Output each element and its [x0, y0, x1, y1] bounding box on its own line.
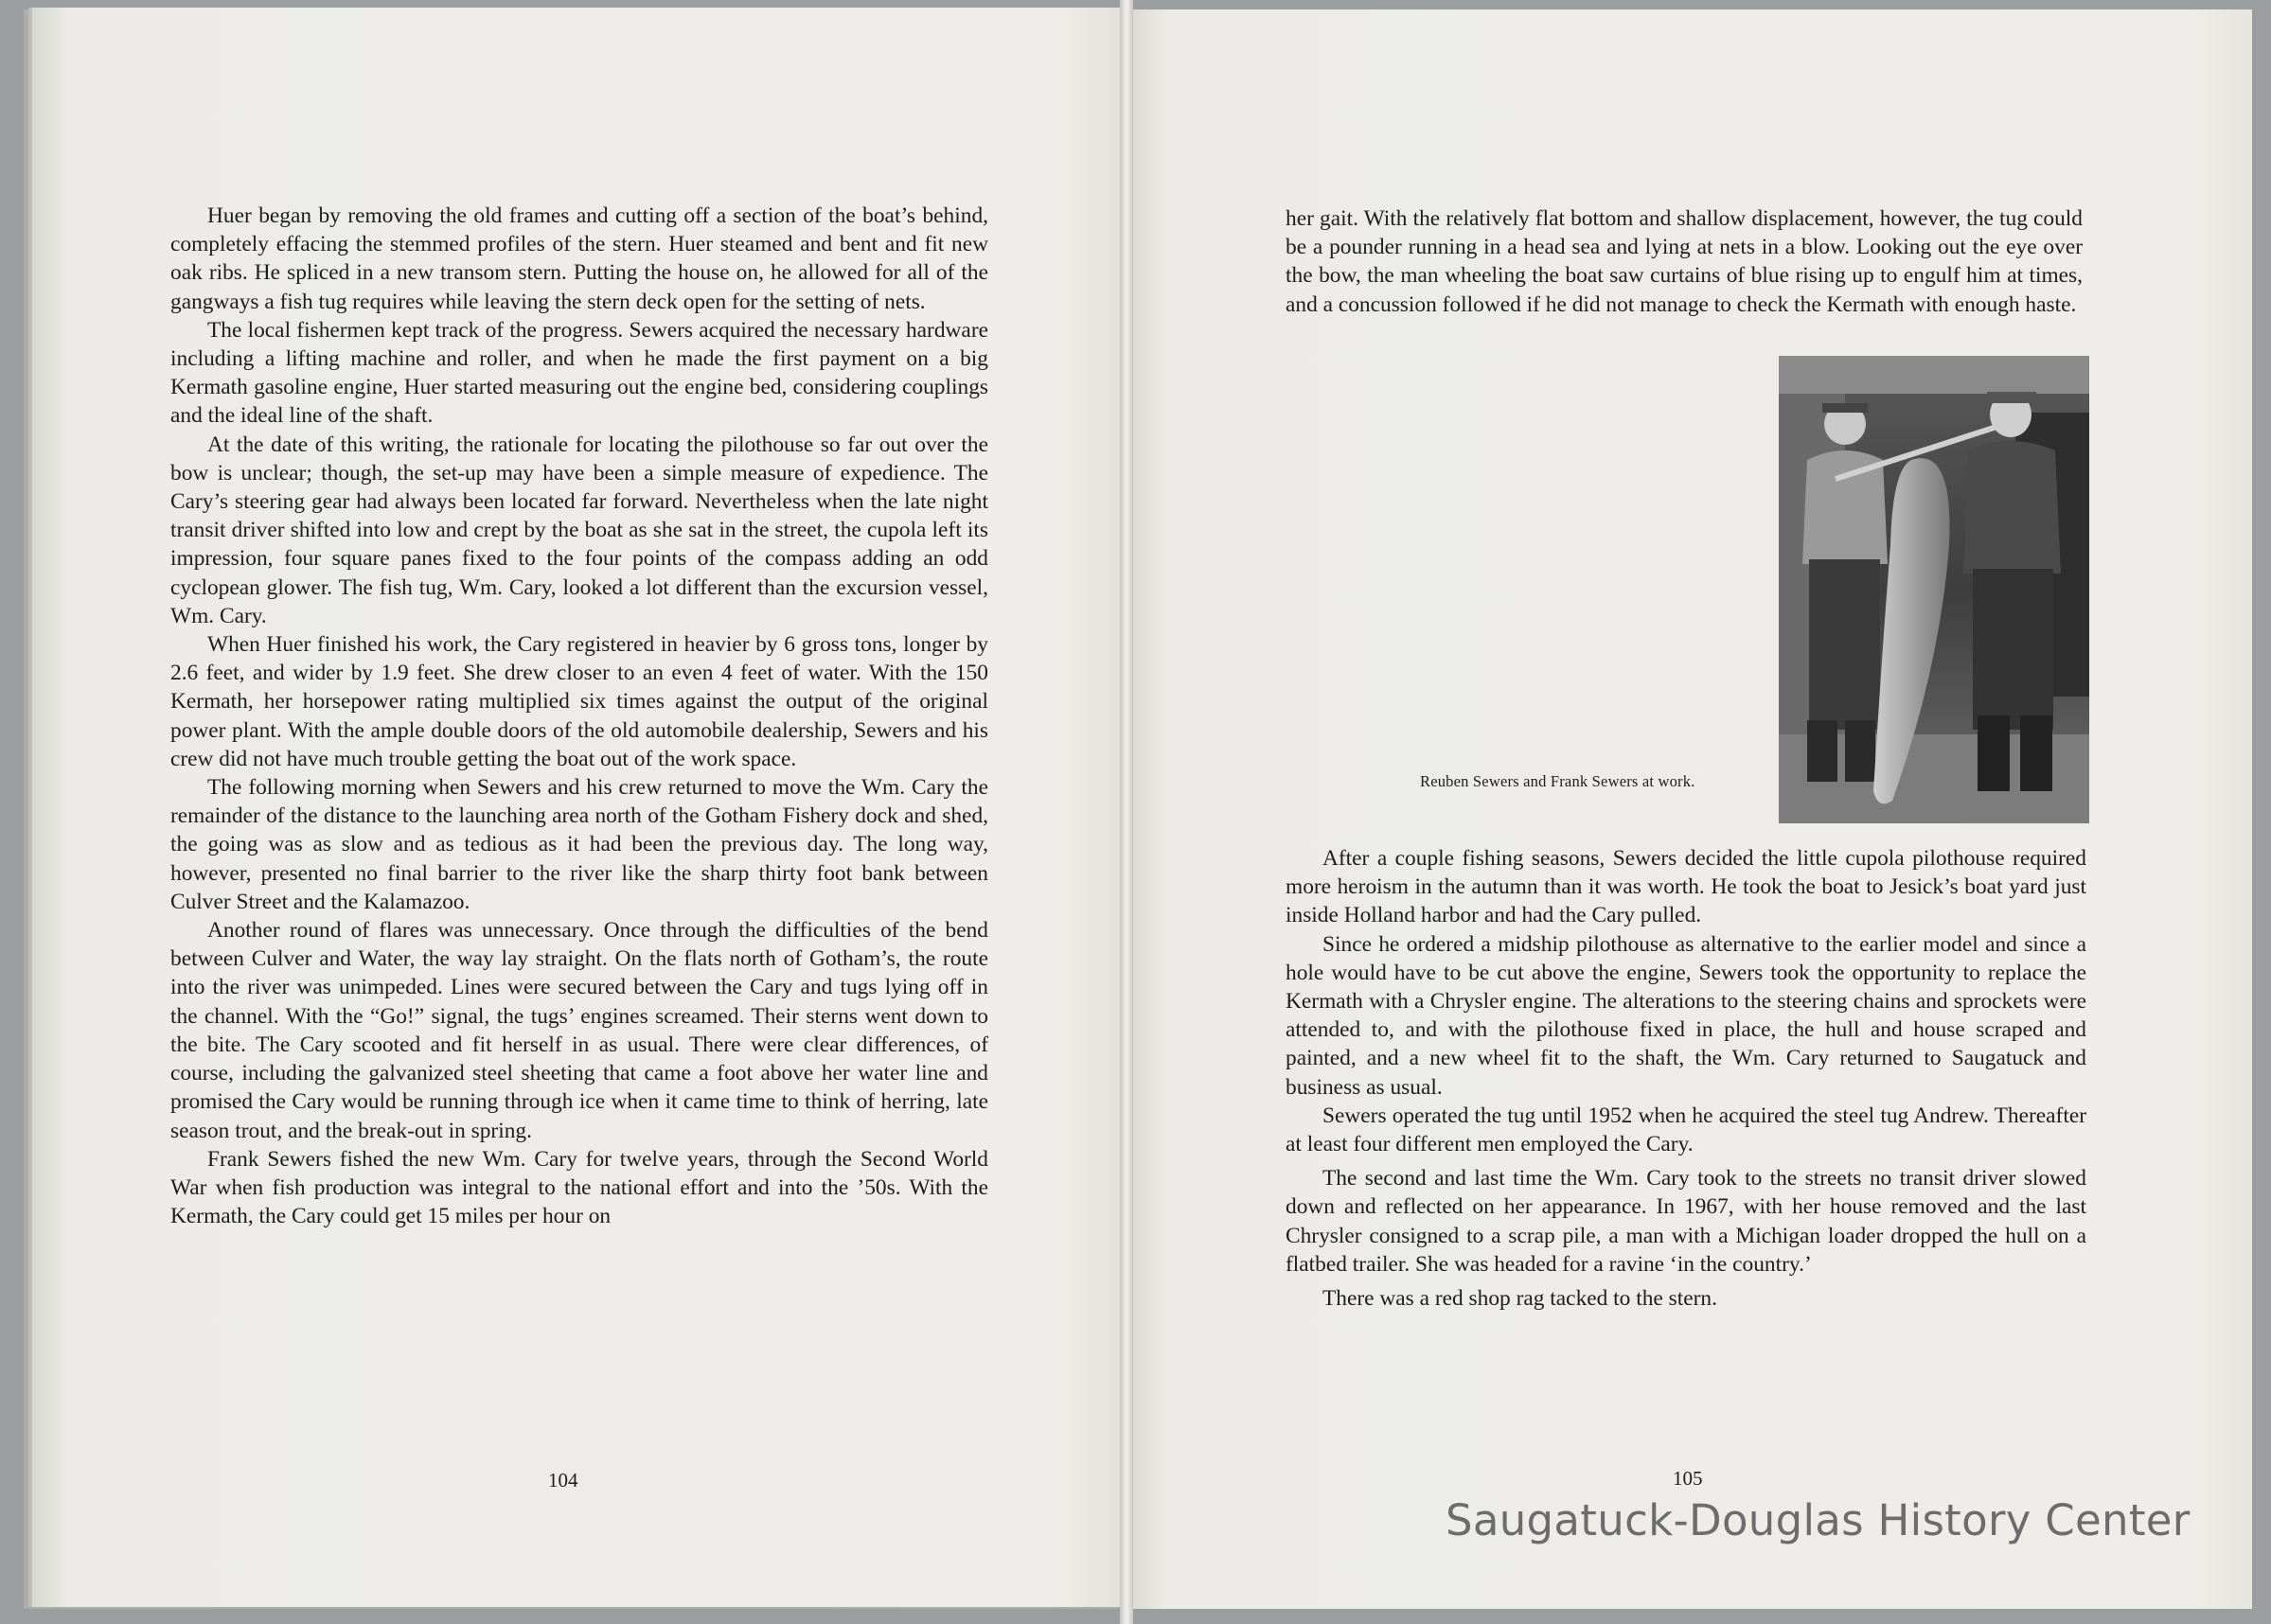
- paragraph: The following morning when Sewers and his crew returned to move the Wm. Cary the remainder of the distance to the launching area north of the Gotham Fishery dock and shed, the going was as slow and as tedious as it had been the previous day. The long way, however, presented no final barrier to the river like the sharp thirty foot bank between Culver Street and the Kalamazoo.: [170, 775, 988, 914]
- paragraph: Sewers operated the tug until 1952 when he acquired the steel tug Andrew. Thereafter at least four different men employed the Cary.: [1286, 1103, 2086, 1157]
- photo-image: [1779, 356, 2089, 823]
- paragraph: her gait. With the relatively flat bottom and shallow displacement, however, the tug could be a pounder running in a head sea and lying at nets in a blow. Looking out the eye over the bow, the man wheeling the boat saw curtains of blue rising up to engulf him at times, and a concussion followed if he did not manage to check the Kermath with enough haste.: [1286, 206, 2083, 317]
- paragraph: When Huer finished his work, the Cary registered in heavier by 6 gross tons, longer by 2.6 feet, and wider by 1.9 feet. She drew closer to an even 4 feet of water. With the 150 Kermath, her horsepower rating multiplied six times against the output of the original power plant. With the ample double doors of the old automobile dealership, Sewers and his crew did not have much trouble getting the boat out of the work space.: [170, 632, 988, 771]
- paragraph: Frank Sewers fished the new Wm. Cary for twelve years, through the Second World War when fish production was integral to the national effort and into the ’50s. With the Kermath, the Cary could get 15 miles per hour on: [170, 1146, 988, 1229]
- page-number-right: 105: [1673, 1467, 1703, 1490]
- paragraph: There was a red shop rag tacked to the stern.: [1322, 1286, 1717, 1312]
- photo-fishermen: [1779, 356, 2089, 823]
- watermark: Saugatuck-Douglas History Center: [1446, 1495, 2191, 1545]
- book-gutter: [1120, 0, 1133, 1624]
- left-page: [32, 8, 1127, 1607]
- photo-caption: Reuben Sewers and Frank Sewers at work.: [1420, 772, 1695, 790]
- page-number-left: 104: [548, 1469, 578, 1492]
- paragraph: Another round of flares was unnecessary. Once through the difficulties of the bend between Culver and Water, the way lay straight. On the flats north of Gotham’s, the route into the river was unimpeded. Lines were secured between the Cary and tugs lying off in the channel. With the “Go!” signal, the tugs’ engines screamed. Their sterns went down to the bite. The Cary scooted and fit herself in as usual. There were clear differences, of course, including the galvanized steel sheeting that came a foot above her water line and promised the Cary would be running through ice when it came time to think of herring, late season trout, and the break-out in spring.: [170, 918, 988, 1143]
- left-page-text: [170, 202, 988, 1230]
- right-page-text-bottom: [1286, 844, 2086, 1313]
- paragraph: At the date of this writing, the rationale for locating the pilothouse so far out over the bow is unclear; though, the set-up may have been a simple measure of expedience. The Cary’s steering gear had always been located far forward. Nevertheless when the late night transit driver shifted into low and crept by the boat as she sat in the street, the cupola left its impression, four square panes fixed to the four points of the compass adding an odd cyclopean glower. The fish tug, Wm. Cary, looked a lot different than the excursion vessel, Wm. Cary.: [170, 432, 988, 628]
- paragraph: The local fishermen kept track of the progress. Sewers acquired the necessary hardware including a lifting machine and roller, and when he made the first payment on a big Kermath gasoline engine, Huer started measuring out the engine bed, considering couplings and the ideal line of the shaft.: [170, 317, 988, 429]
- right-page-text-top: [1286, 204, 2083, 319]
- paragraph: Since he ordered a midship pilothouse as alternative to the earlier model and since a hole would have to be cut above the engine, Sewers took the opportunity to replace the Kermath with a Chrysler engine. The alterations to the steering chains and sprockets were attended to, and with the pilothouse fixed in place, the hull and house scraped and painted, and a new wheel fit to the shaft, the Wm. Cary returned to Saugatuck and business as usual.: [1286, 931, 2086, 1100]
- right-page: [1128, 9, 2252, 1609]
- paragraph: The second and last time the Wm. Cary took to the streets no transit driver slowed down and reflected on her appearance. In 1967, with her house removed and the last Chrysler consigned to a scrap pile, a man with a Michigan loader dropped the hull on a flatbed trailer. She was headed for a ravine ‘in the country.’: [1286, 1166, 2086, 1277]
- paragraph: Huer began by removing the old frames and cutting off a section of the boat’s behind, completely effacing the stemmed profiles of the stern. Huer steamed and bent and fit new oak ribs. He spliced in a new transom stern. Putting the house on, he allowed for all of the gangways a fish tug requires while leaving the stern deck open for the setting of nets.: [170, 203, 988, 314]
- paragraph: After a couple fishing seasons, Sewers decided the little cupola pilothouse required more heroism in the autumn than it was worth. He took the boat to Jesick’s boat yard just inside Holland harbor and had the Cary pulled.: [1286, 846, 2086, 928]
